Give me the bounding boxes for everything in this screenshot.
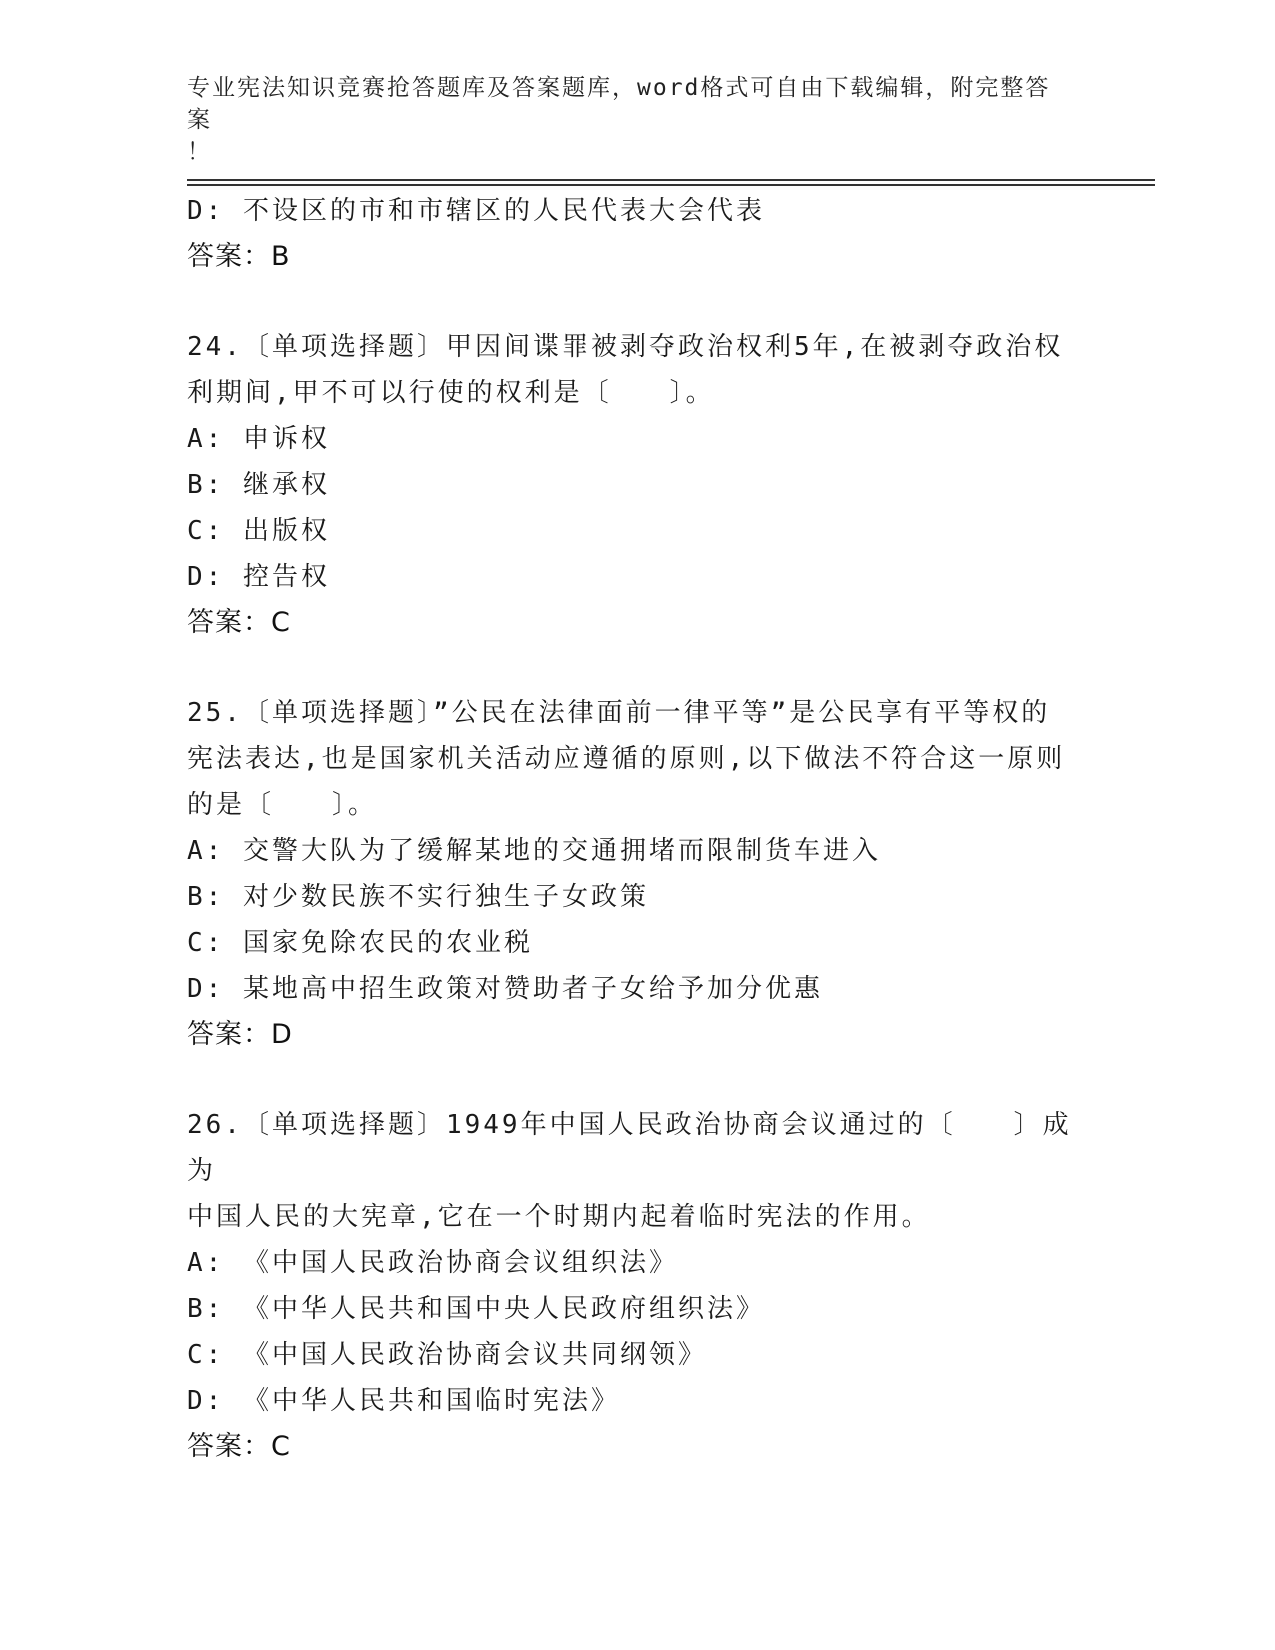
header-title-continuation: ！: [187, 139, 212, 165]
question-stem: 25.〔单项选择题〕”公民在法律面前一律平等”是公民享有平等权的: [187, 698, 1051, 728]
option-a: A: 交警大队为了缓解某地的交通拥堵而限制货车进入: [187, 836, 881, 866]
page-header: [187, 72, 1067, 168]
option-c: C: 《中国人民政治协商会议共同纲领》: [187, 1340, 707, 1370]
document-body: [187, 188, 1087, 1470]
option-b: B: 《中华人民共和国中央人民政府组织法》: [187, 1294, 765, 1324]
option-d: D: 控告权: [187, 562, 330, 592]
answer-line: 答案：B: [187, 241, 291, 272]
question-stem: 利期间,甲不可以行使的权利是〔 〕。: [187, 378, 715, 408]
option-d: D: 某地高中招生政策对赞助者子女给予加分优惠: [187, 974, 823, 1004]
question-26: [187, 1102, 1087, 1470]
option-a: A: 申诉权: [187, 424, 330, 454]
option-a: A: 《中国人民政治协商会议组织法》: [187, 1248, 678, 1278]
answer-line: 答案：C: [187, 607, 291, 638]
answer-line: 答案：D: [187, 1019, 293, 1050]
question-25: [187, 690, 1087, 1058]
previous-question-tail: [187, 188, 1087, 280]
option-b: B: 对少数民族不实行独生子女政策: [187, 882, 649, 912]
question-24: [187, 324, 1087, 646]
question-stem: 中国人民的大宪章,它在一个时期内起着临时宪法的作用。: [187, 1202, 931, 1232]
header-rule-top: [187, 179, 1155, 181]
question-stem: 24.〔单项选择题〕甲因间谍罪被剥夺政治权利5年,在被剥夺政治权: [187, 332, 1064, 362]
question-stem: 的是〔 〕。: [187, 790, 378, 820]
option-d: D: 不设区的市和市辖区的人民代表大会代表: [187, 196, 765, 226]
question-stem: 宪法表达,也是国家机关活动应遵循的原则,以下做法不符合这一原则: [187, 744, 1066, 774]
option-d: D: 《中华人民共和国临时宪法》: [187, 1386, 620, 1416]
header-title: 专业宪法知识竞赛抢答题库及答案题库，word格式可自由下载编辑，附完整答案: [187, 75, 1051, 133]
answer-line: 答案：C: [187, 1431, 291, 1462]
option-c: C: 国家免除农民的农业税: [187, 928, 533, 958]
question-stem: 26.〔单项选择题〕1949年中国人民政治协商会议通过的〔 〕成为: [187, 1110, 1072, 1186]
option-b: B: 继承权: [187, 470, 330, 500]
header-rule-bottom: [187, 184, 1155, 186]
option-c: C: 出版权: [187, 516, 330, 546]
